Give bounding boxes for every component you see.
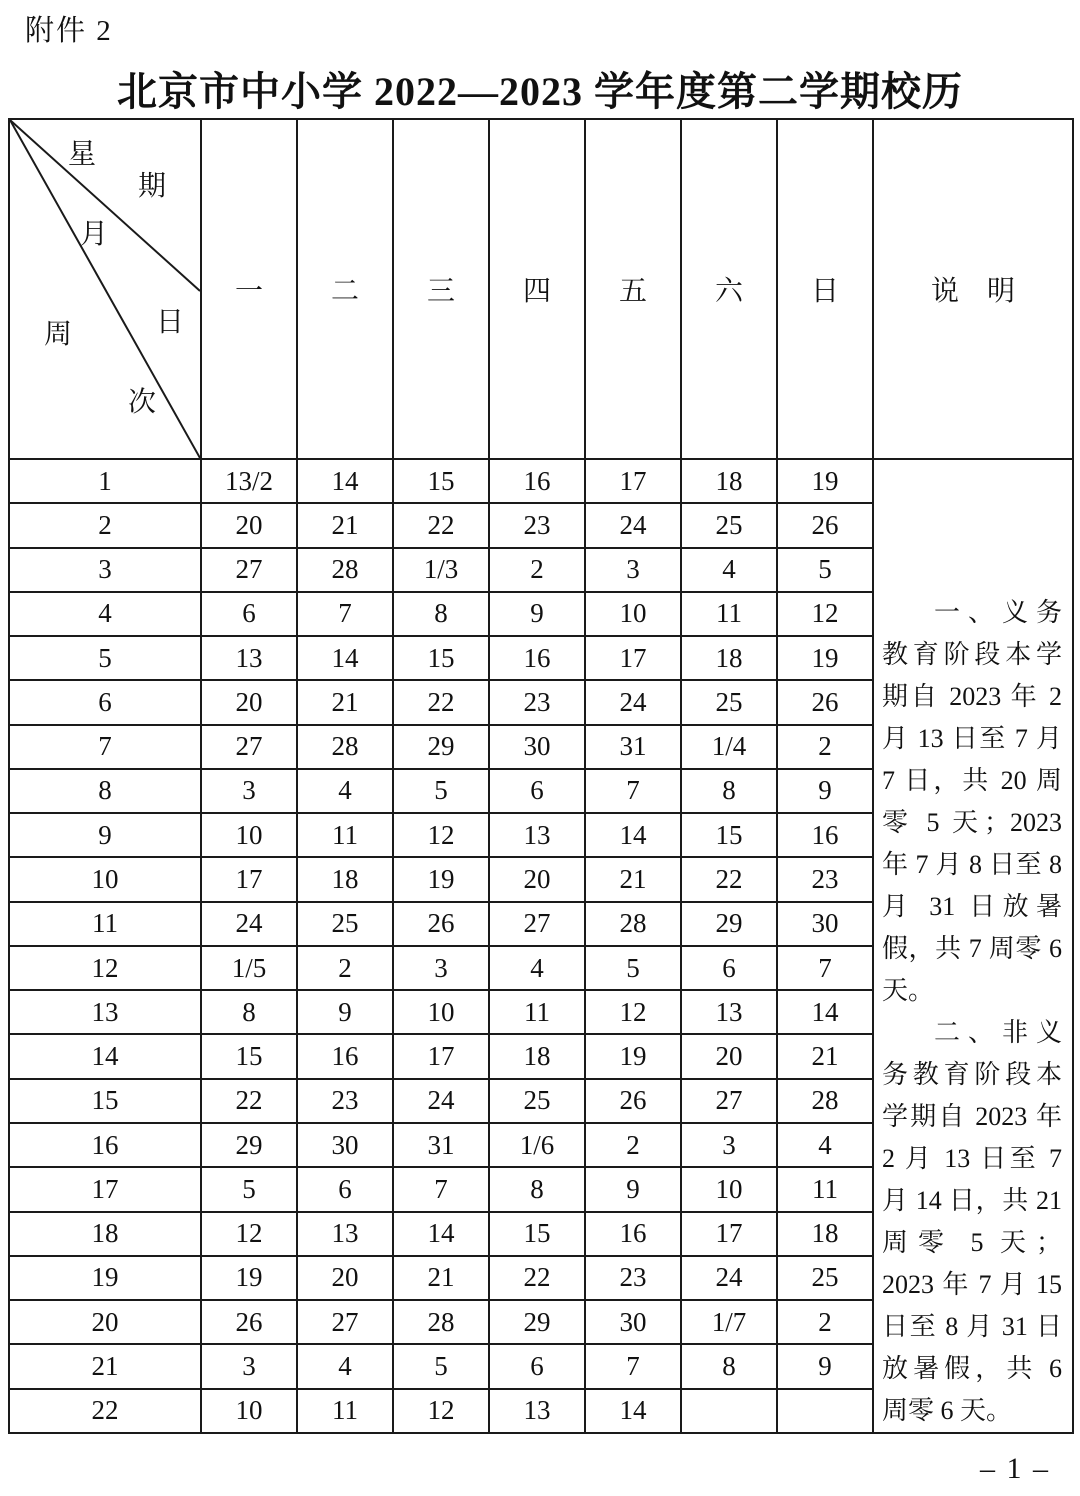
date-cell: 4 — [489, 946, 585, 990]
date-cell: 23 — [777, 857, 873, 901]
date-cell: 21 — [297, 503, 393, 547]
date-cell: 19 — [777, 459, 873, 503]
date-cell: 2 — [489, 548, 585, 592]
date-cell: 4 — [297, 769, 393, 813]
date-cell: 24 — [585, 503, 681, 547]
corner-label-weekday-char1: 星 — [68, 139, 97, 170]
date-cell: 11 — [777, 1167, 873, 1211]
date-cell: 13 — [201, 636, 297, 680]
date-cell: 19 — [393, 857, 489, 901]
week-number-cell: 13 — [9, 990, 201, 1034]
date-cell: 1/6 — [489, 1123, 585, 1167]
date-cell: 21 — [585, 857, 681, 901]
date-cell: 23 — [489, 680, 585, 724]
date-cell: 19 — [201, 1256, 297, 1300]
date-cell: 7 — [777, 946, 873, 990]
diagonal-divider-lines — [10, 120, 200, 458]
weekday-header-thu: 四 — [489, 119, 585, 459]
date-cell: 6 — [201, 592, 297, 636]
date-cell: 30 — [585, 1300, 681, 1344]
date-cell: 1/7 — [681, 1300, 777, 1344]
notes-paragraph: 一、义务教育阶段本学期自 2023 年 2 月 13 日至 7 月 7 日，共 20 周零 5 天；2023 年 7 月 8 日至 8 月 31 日放暑假，共 7 周零 6 天。 — [882, 598, 1062, 1005]
date-cell: 5 — [201, 1167, 297, 1211]
date-cell: 16 — [585, 1212, 681, 1256]
date-cell: 29 — [393, 725, 489, 769]
date-cell: 14 — [585, 1389, 681, 1433]
date-cell: 30 — [489, 725, 585, 769]
date-cell: 14 — [297, 636, 393, 680]
date-cell: 12 — [585, 990, 681, 1034]
date-cell: 14 — [585, 813, 681, 857]
date-cell: 28 — [393, 1300, 489, 1344]
date-cell: 4 — [297, 1344, 393, 1388]
date-cell: 20 — [201, 680, 297, 724]
week-number-cell: 17 — [9, 1167, 201, 1211]
notes-paragraph: 二、非义务教育阶段本学期自 2023 年 2 月 13 日至 7 月 14 日，共 21 周零 5 天；2023 年 7 月 15 日至 8 月 31 日放暑假，共 6 周零 6 天。 — [882, 1018, 1062, 1425]
date-cell: 16 — [297, 1034, 393, 1078]
date-cell: 20 — [489, 857, 585, 901]
date-cell: 22 — [201, 1079, 297, 1123]
date-cell: 7 — [297, 592, 393, 636]
calendar-header — [9, 119, 1073, 459]
date-cell: 5 — [393, 769, 489, 813]
notes-column-header: 说 明 — [873, 119, 1073, 459]
notes-cell — [873, 459, 1073, 1433]
date-cell: 24 — [201, 902, 297, 946]
date-cell: 22 — [393, 680, 489, 724]
date-cell: 24 — [681, 1256, 777, 1300]
date-cell: 17 — [681, 1212, 777, 1256]
date-cell: 19 — [585, 1034, 681, 1078]
week-number-cell: 12 — [9, 946, 201, 990]
date-cell: 5 — [585, 946, 681, 990]
date-cell: 26 — [201, 1300, 297, 1344]
attachment-label: 附件 2 — [25, 15, 113, 47]
date-cell: 24 — [393, 1079, 489, 1123]
date-cell: 29 — [489, 1300, 585, 1344]
corner-label-week: 周 — [44, 319, 73, 350]
date-cell: 6 — [297, 1167, 393, 1211]
week-number-cell: 18 — [9, 1212, 201, 1256]
date-cell: 17 — [585, 459, 681, 503]
calendar-table — [8, 118, 1074, 1434]
date-cell: 13/2 — [201, 459, 297, 503]
week-number-cell: 14 — [9, 1034, 201, 1078]
date-cell: 21 — [777, 1034, 873, 1078]
date-cell: 15 — [489, 1212, 585, 1256]
date-cell: 6 — [489, 769, 585, 813]
weekday-header-fri: 五 — [585, 119, 681, 459]
date-cell: 1/5 — [201, 946, 297, 990]
date-cell: 15 — [681, 813, 777, 857]
week-number-cell: 19 — [9, 1256, 201, 1300]
date-cell: 10 — [393, 990, 489, 1034]
week-number-cell: 7 — [9, 725, 201, 769]
week-number-cell: 1 — [9, 459, 201, 503]
date-cell: 20 — [297, 1256, 393, 1300]
date-cell: 24 — [585, 680, 681, 724]
date-cell: 23 — [585, 1256, 681, 1300]
date-cell: 25 — [297, 902, 393, 946]
date-cell: 7 — [585, 769, 681, 813]
week-number-cell: 3 — [9, 548, 201, 592]
week-number-cell: 9 — [9, 813, 201, 857]
date-cell: 14 — [297, 459, 393, 503]
date-cell: 28 — [777, 1079, 873, 1123]
date-cell: 10 — [201, 813, 297, 857]
date-cell: 14 — [393, 1212, 489, 1256]
date-cell: 12 — [393, 1389, 489, 1433]
date-cell: 19 — [777, 636, 873, 680]
date-cell: 30 — [777, 902, 873, 946]
date-cell: 6 — [681, 946, 777, 990]
header-row — [9, 119, 1073, 459]
date-cell: 6 — [489, 1344, 585, 1388]
weekday-header-sun: 日 — [777, 119, 873, 459]
weekday-header-sat: 六 — [681, 119, 777, 459]
date-cell: 29 — [681, 902, 777, 946]
date-cell: 18 — [489, 1034, 585, 1078]
date-cell: 7 — [585, 1344, 681, 1388]
date-cell: 10 — [681, 1167, 777, 1211]
date-cell: 29 — [201, 1123, 297, 1167]
date-cell: 2 — [297, 946, 393, 990]
date-cell: 3 — [201, 769, 297, 813]
week-number-cell: 20 — [9, 1300, 201, 1344]
date-cell: 26 — [777, 503, 873, 547]
date-cell: 11 — [489, 990, 585, 1034]
date-cell: 11 — [681, 592, 777, 636]
date-cell: 14 — [777, 990, 873, 1034]
date-cell: 17 — [393, 1034, 489, 1078]
page-number: – 1 – — [980, 1452, 1050, 1485]
date-cell: 22 — [489, 1256, 585, 1300]
date-cell: 9 — [777, 1344, 873, 1388]
date-cell: 20 — [201, 503, 297, 547]
date-cell: 26 — [777, 680, 873, 724]
date-cell: 4 — [681, 548, 777, 592]
date-cell: 2 — [585, 1123, 681, 1167]
date-cell: 3 — [393, 946, 489, 990]
date-cell: 26 — [585, 1079, 681, 1123]
corner-label-weekday-char2: 期 — [138, 171, 167, 202]
week-number-cell: 6 — [9, 680, 201, 724]
date-cell: 13 — [297, 1212, 393, 1256]
date-cell: 27 — [681, 1079, 777, 1123]
date-cell: 28 — [585, 902, 681, 946]
date-cell: 12 — [393, 813, 489, 857]
date-cell: 5 — [777, 548, 873, 592]
date-cell: 20 — [681, 1034, 777, 1078]
calendar-body — [9, 459, 1073, 1433]
date-cell: 15 — [393, 459, 489, 503]
date-cell: 3 — [681, 1123, 777, 1167]
date-cell: 18 — [681, 459, 777, 503]
date-cell: 16 — [489, 459, 585, 503]
date-cell: 27 — [201, 725, 297, 769]
table-row — [9, 459, 1073, 503]
date-cell: 3 — [585, 548, 681, 592]
date-cell: 11 — [297, 813, 393, 857]
date-cell: 8 — [489, 1167, 585, 1211]
date-cell: 5 — [393, 1344, 489, 1388]
date-cell: 16 — [489, 636, 585, 680]
date-cell: 8 — [681, 769, 777, 813]
date-cell — [681, 1389, 777, 1433]
week-number-cell: 22 — [9, 1389, 201, 1433]
week-number-cell: 5 — [9, 636, 201, 680]
date-cell: 8 — [201, 990, 297, 1034]
corner-label-month: 月 — [80, 219, 109, 250]
date-cell: 31 — [585, 725, 681, 769]
date-cell: 2 — [777, 1300, 873, 1344]
date-cell: 27 — [297, 1300, 393, 1344]
date-cell: 17 — [201, 857, 297, 901]
date-cell: 10 — [585, 592, 681, 636]
week-number-cell: 11 — [9, 902, 201, 946]
date-cell: 18 — [297, 857, 393, 901]
week-number-cell: 4 — [9, 592, 201, 636]
date-cell: 4 — [777, 1123, 873, 1167]
date-cell: 15 — [201, 1034, 297, 1078]
date-cell: 2 — [777, 725, 873, 769]
date-cell: 22 — [681, 857, 777, 901]
date-cell: 13 — [489, 1389, 585, 1433]
date-cell: 27 — [489, 902, 585, 946]
weekday-header-tue: 二 — [297, 119, 393, 459]
corner-header-cell — [9, 119, 201, 459]
date-cell: 25 — [489, 1079, 585, 1123]
date-cell: 25 — [681, 503, 777, 547]
date-cell: 26 — [393, 902, 489, 946]
date-cell: 18 — [777, 1212, 873, 1256]
date-cell: 21 — [393, 1256, 489, 1300]
date-cell: 8 — [393, 592, 489, 636]
date-cell: 16 — [777, 813, 873, 857]
page-title: 北京市中小学 2022—2023 学年度第二学期校历 — [117, 69, 963, 114]
date-cell: 25 — [681, 680, 777, 724]
weekday-header-mon: 一 — [201, 119, 297, 459]
date-cell: 9 — [585, 1167, 681, 1211]
date-cell: 8 — [681, 1344, 777, 1388]
week-number-cell: 16 — [9, 1123, 201, 1167]
corner-label-index: 次 — [128, 387, 157, 418]
date-cell: 9 — [777, 769, 873, 813]
date-cell: 17 — [585, 636, 681, 680]
date-cell: 13 — [489, 813, 585, 857]
date-cell: 1/3 — [393, 548, 489, 592]
date-cell: 11 — [297, 1389, 393, 1433]
date-cell: 22 — [393, 503, 489, 547]
weekday-header-wed: 三 — [393, 119, 489, 459]
week-number-cell: 8 — [9, 769, 201, 813]
date-cell: 31 — [393, 1123, 489, 1167]
week-number-cell: 21 — [9, 1344, 201, 1388]
date-cell: 9 — [489, 592, 585, 636]
date-cell: 3 — [201, 1344, 297, 1388]
date-cell: 12 — [201, 1212, 297, 1256]
date-cell: 25 — [777, 1256, 873, 1300]
date-cell: 7 — [393, 1167, 489, 1211]
date-cell: 1/4 — [681, 725, 777, 769]
date-cell: 30 — [297, 1123, 393, 1167]
date-cell: 28 — [297, 725, 393, 769]
date-cell: 18 — [681, 636, 777, 680]
week-number-cell: 10 — [9, 857, 201, 901]
week-number-cell: 15 — [9, 1079, 201, 1123]
date-cell: 23 — [297, 1079, 393, 1123]
date-cell: 15 — [393, 636, 489, 680]
corner-label-day: 日 — [156, 307, 185, 338]
week-number-cell: 2 — [9, 503, 201, 547]
date-cell: 12 — [777, 592, 873, 636]
date-cell: 21 — [297, 680, 393, 724]
date-cell — [777, 1389, 873, 1433]
date-cell: 10 — [201, 1389, 297, 1433]
date-cell: 27 — [201, 548, 297, 592]
date-cell: 28 — [297, 548, 393, 592]
date-cell: 9 — [297, 990, 393, 1034]
date-cell: 13 — [681, 990, 777, 1034]
date-cell: 23 — [489, 503, 585, 547]
